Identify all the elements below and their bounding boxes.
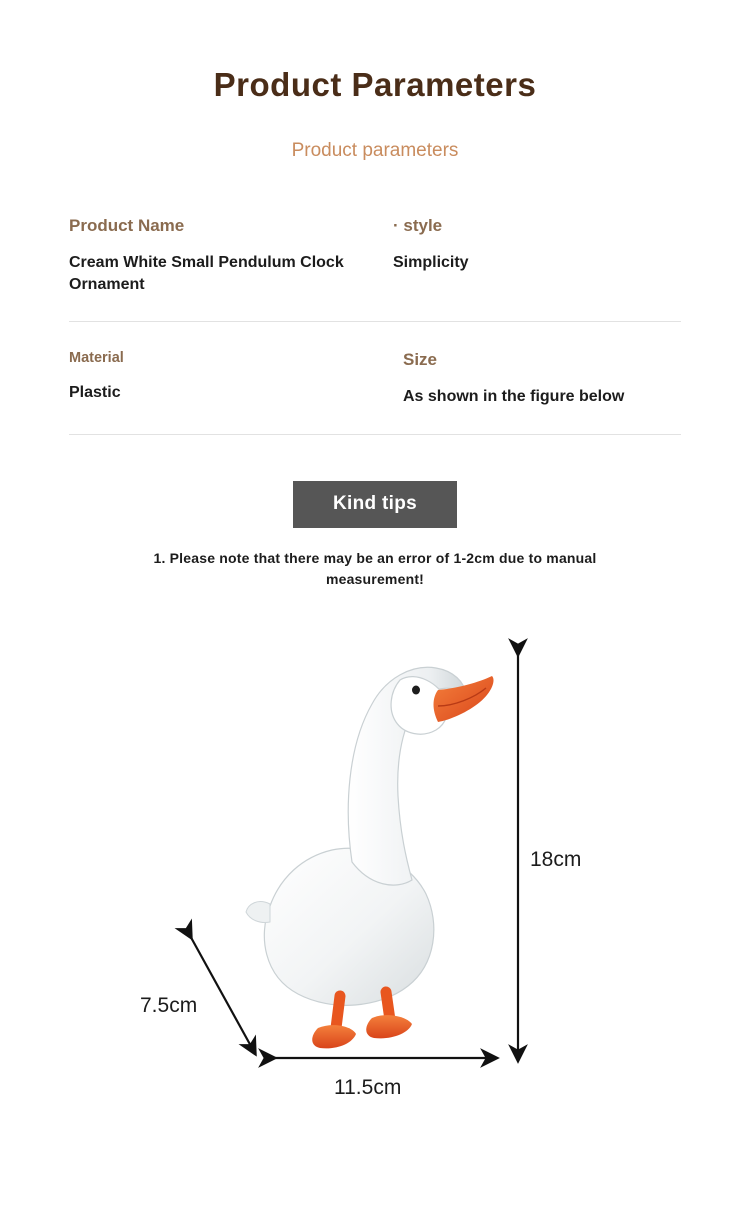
spec-cell-product-name <box>69 216 375 295</box>
dimension-arrows <box>0 636 750 1136</box>
spec-value: Simplicity <box>393 254 469 271</box>
spec-table <box>69 212 681 435</box>
spec-label: Size <box>403 350 438 370</box>
dimension-height-label: 18cm <box>530 847 582 871</box>
dimension-depth-label: 7.5cm <box>140 993 198 1017</box>
product-figure <box>0 636 750 1136</box>
spec-label: · style <box>393 216 443 235</box>
tips-section <box>0 481 750 590</box>
spec-cell-material <box>69 350 375 408</box>
spec-value: Cream White Small Pendulum Clock Ornament <box>69 254 344 293</box>
page-title: Product Parameters <box>213 66 537 103</box>
spec-row <box>69 322 681 435</box>
spec-cell-style <box>375 216 681 295</box>
status-badge: Kind tips <box>293 481 457 528</box>
page-header <box>0 0 750 162</box>
spec-cell-size <box>375 350 681 408</box>
spec-row <box>69 212 681 322</box>
spec-value: As shown in the figure below <box>403 388 625 406</box>
tips-text: 1. Please note that there may be an error of 1-2cm due to manual measurement! <box>153 549 597 587</box>
spec-label: Material <box>69 350 124 367</box>
spec-label: Product Name <box>69 216 185 235</box>
spec-value: Plastic <box>69 384 121 402</box>
dimension-width-label: 11.5cm <box>334 1075 402 1099</box>
page-subtitle: Product parameters <box>291 140 459 161</box>
